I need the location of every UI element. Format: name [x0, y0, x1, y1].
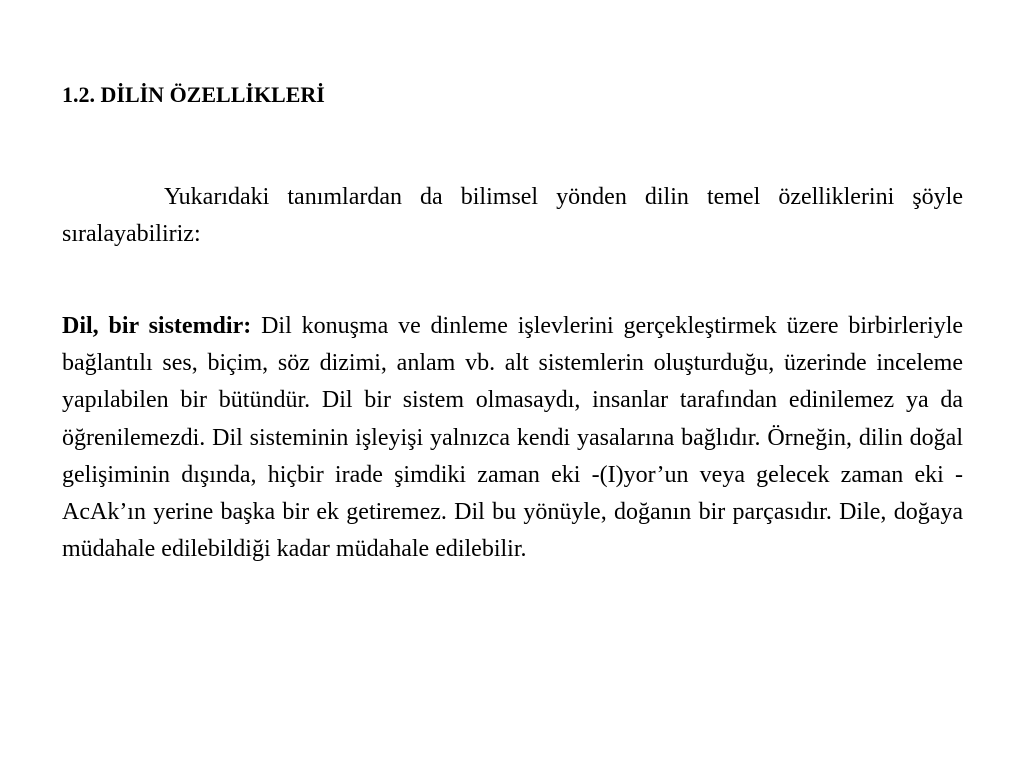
section-heading: 1.2. DİLİN ÖZELLİKLERİ [62, 82, 325, 107]
intro-paragraph: Yukarıdaki tanımlardan da bilimsel yönden dilin temel özelliklerini şöyle sıralayabiliriz: [62, 184, 963, 248]
slide [62, 0, 963, 768]
system-paragraph [62, 308, 963, 568]
paragraph-lead: Dil, bir sistemdir: [62, 313, 252, 339]
paragraph-text: Dil konuşma ve dinleme işlevlerini gerçekleştirmek üzere birbirleriyle bağlantılı ses, biçim, söz dizimi, anlam vb. alt sistemlerin oluşturduğu, üzerinde inceleme yapılabilen bir bütündür. Dil bir sistem olmasaydı, insanlar tarafından edinilemez ya da öğrenilemezdi. Dil sisteminin işleyişi yalnızca kendi yasalarına bağlıdır. Örneğin, dilin doğal gelişiminin dışında, hiçbir irade şimdiki zaman eki -(I)yor’un veya gelecek zaman eki -AcAk’ın yerine başka bir ek getiremez. Dil bu yönüyle, doğanın bir parçasıdır. Dile, doğaya müdahale edilebildiği kadar müdahale edilebilir. [62, 313, 964, 563]
